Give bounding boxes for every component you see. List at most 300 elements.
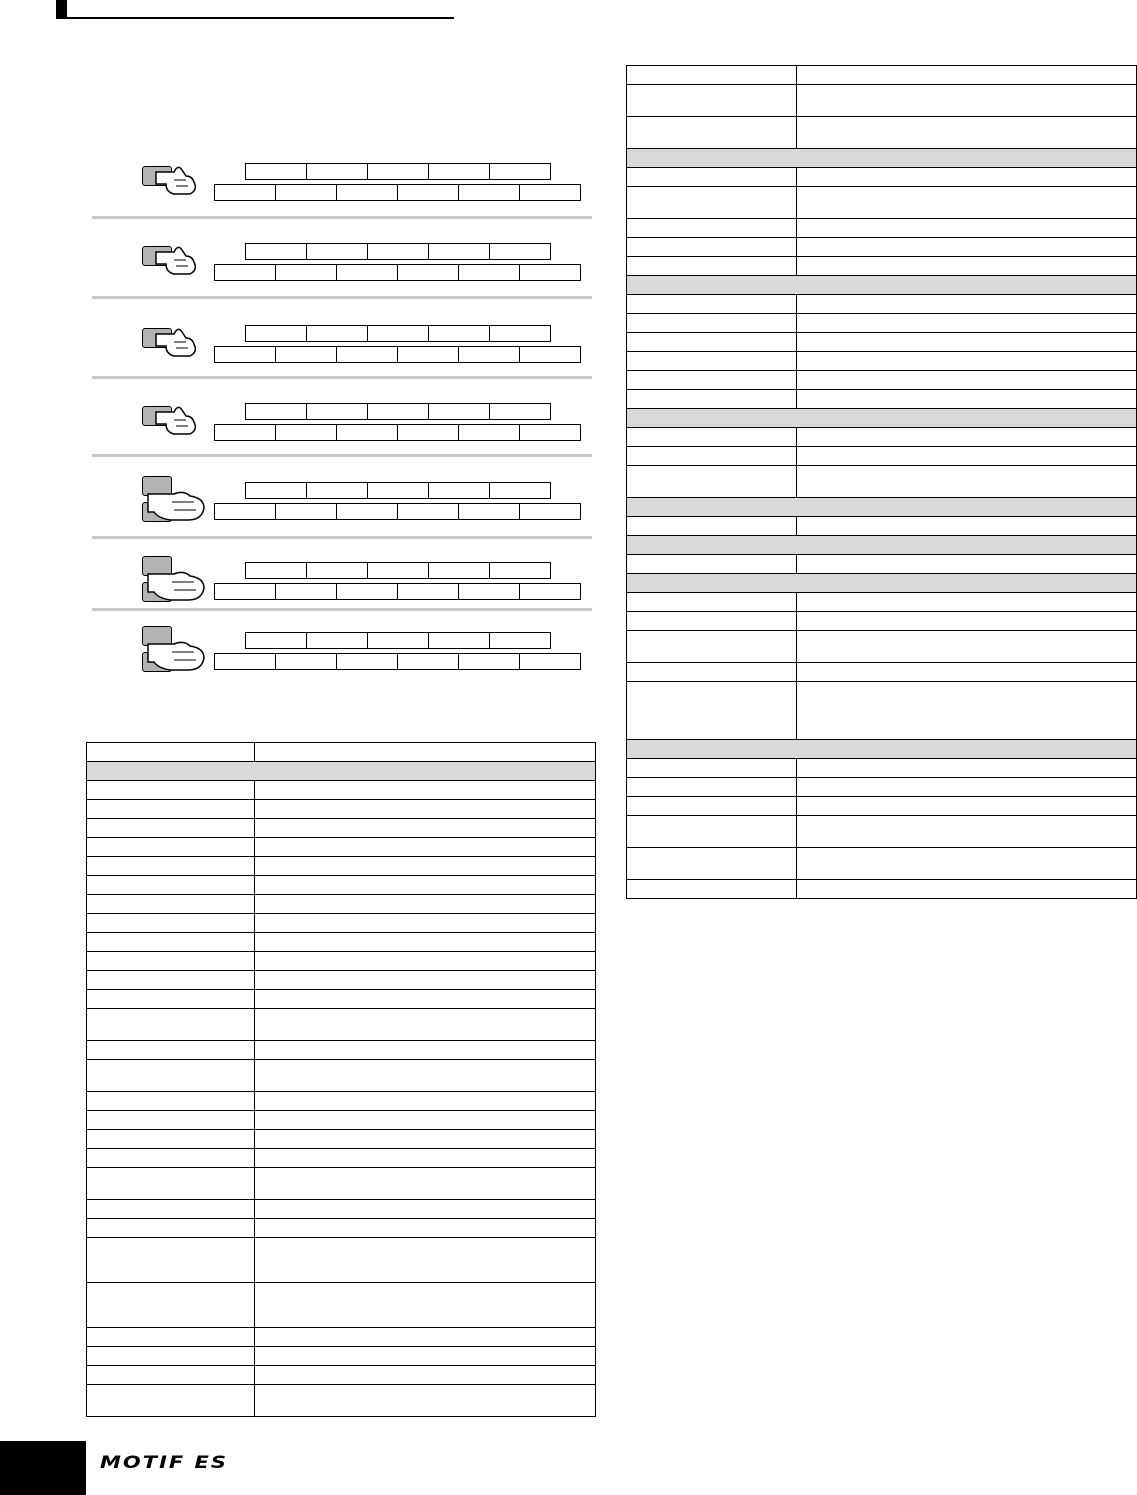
table-row (627, 428, 1137, 447)
table-cell (87, 1385, 255, 1417)
indicator-cell (458, 653, 520, 670)
table-cell (255, 857, 596, 876)
table-cell (627, 880, 797, 899)
table-section-header (627, 536, 1137, 555)
table-row (627, 117, 1137, 149)
table-cell (87, 952, 255, 971)
table-row (627, 238, 1137, 257)
table-cell (797, 390, 1137, 409)
indicator-cell (489, 403, 551, 420)
indicator-cell (245, 632, 307, 649)
table-row (627, 390, 1137, 409)
table-row (627, 314, 1137, 333)
indicator-cell (275, 184, 337, 201)
table-cell (87, 1060, 255, 1092)
table-row (87, 800, 596, 819)
indicator-cell (336, 503, 398, 520)
table-cell (255, 1385, 596, 1417)
table-cell (87, 838, 255, 857)
table-cell (87, 1219, 255, 1238)
indicator-row-lower (214, 503, 580, 520)
table-row (87, 1041, 596, 1060)
pressing-hand-icon (144, 556, 214, 611)
table-cell (87, 933, 255, 952)
indicator-cell (397, 583, 459, 600)
indicator-cell (214, 583, 276, 600)
table-cell (797, 238, 1137, 257)
indicator-cell (336, 346, 398, 363)
table-row (87, 876, 596, 895)
indicator-cell (306, 482, 368, 499)
table-row (627, 555, 1137, 574)
table-cell (87, 819, 255, 838)
indicator-cell (489, 562, 551, 579)
table-cell (87, 876, 255, 895)
indicator-cell (397, 346, 459, 363)
indicator-cell (245, 403, 307, 420)
table-row (627, 295, 1137, 314)
table-cell (255, 1200, 596, 1219)
table-cell (797, 682, 1137, 740)
table-cell (627, 816, 797, 848)
table-cell (797, 759, 1137, 778)
table-row (627, 797, 1137, 816)
indicator-cell (275, 583, 337, 600)
table-row (627, 663, 1137, 682)
motif-es-logo: MOTIF ES (100, 1453, 229, 1473)
indicator-cell (275, 653, 337, 670)
table-cell (627, 371, 797, 390)
diagram-panel-3 (92, 312, 592, 372)
indicator-row-lower (214, 424, 580, 441)
indicator-cell (489, 163, 551, 180)
table-cell (255, 781, 596, 800)
table-cell (87, 1366, 255, 1385)
indicator-cell (428, 632, 490, 649)
indicator-cell (519, 184, 581, 201)
table-cell (87, 914, 255, 933)
indicator-cell (489, 632, 551, 649)
header-rule (56, 17, 454, 19)
indicator-cell (367, 562, 429, 579)
table-row (87, 1111, 596, 1130)
table-row (87, 1060, 596, 1092)
table-cell (255, 952, 596, 971)
table-row (627, 371, 1137, 390)
indicator-cell (336, 264, 398, 281)
indicator-cell (336, 184, 398, 201)
table-cell (797, 66, 1137, 85)
pressing-hand-icon (144, 476, 214, 531)
indicator-cell (306, 632, 368, 649)
indicator-cell (275, 503, 337, 520)
indicator-cell (275, 346, 337, 363)
pressing-hand-icon (152, 402, 212, 441)
indicator-cell (428, 325, 490, 342)
table-cell (627, 314, 797, 333)
table-row (627, 168, 1137, 187)
table-cell (797, 168, 1137, 187)
table-cell (797, 517, 1137, 536)
indicator-cell (245, 482, 307, 499)
table-cell (627, 238, 797, 257)
table-cell (627, 352, 797, 371)
panel-divider (92, 454, 592, 457)
table-cell (627, 66, 797, 85)
indicator-cell (458, 346, 520, 363)
table-row (87, 819, 596, 838)
diagram-panel-7 (92, 620, 592, 680)
table-cell (87, 781, 255, 800)
table-cell (797, 848, 1137, 880)
table-cell (627, 778, 797, 797)
table-cell (797, 117, 1137, 149)
parameter-table-right (626, 65, 1137, 899)
table-row (87, 857, 596, 876)
indicator-cell (367, 243, 429, 260)
indicator-row-upper (245, 243, 550, 260)
table-row (87, 781, 596, 800)
indicator-cell (245, 325, 307, 342)
table-section-header (627, 740, 1137, 759)
indicator-cell (519, 503, 581, 520)
indicator-row-upper (245, 482, 550, 499)
table-cell (87, 1111, 255, 1130)
indicator-cell (458, 184, 520, 201)
table-cell (627, 295, 797, 314)
table-cell (627, 447, 797, 466)
indicator-cell (428, 403, 490, 420)
indicator-cell (458, 424, 520, 441)
indicator-cell (214, 653, 276, 670)
table-cell (255, 933, 596, 952)
indicator-cell (397, 424, 459, 441)
table-cell (797, 352, 1137, 371)
indicator-cell (397, 184, 459, 201)
indicator-row-upper (245, 163, 550, 180)
table-cell (627, 498, 1137, 517)
table-cell (797, 295, 1137, 314)
diagram-panel-2 (92, 230, 592, 290)
indicator-row-lower (214, 346, 580, 363)
indicator-cell (397, 264, 459, 281)
indicator-cell (367, 632, 429, 649)
table-row (627, 631, 1137, 663)
table-cell (87, 1092, 255, 1111)
table-cell (627, 117, 797, 149)
indicator-cell (306, 403, 368, 420)
diagram-panel-4 (92, 390, 592, 450)
table-cell (627, 276, 1137, 295)
table-cell (255, 971, 596, 990)
table-cell (87, 1328, 255, 1347)
table-cell (797, 555, 1137, 574)
diagram-panel-1 (92, 150, 592, 210)
table-cell (797, 593, 1137, 612)
table-row (627, 219, 1137, 238)
indicator-cell (519, 653, 581, 670)
table-row (87, 1238, 596, 1283)
table-cell (87, 1283, 255, 1328)
table-row (87, 933, 596, 952)
table-cell (255, 1092, 596, 1111)
table-cell (255, 1041, 596, 1060)
table-section-header (627, 574, 1137, 593)
table-cell (87, 743, 255, 762)
indicator-cell (519, 346, 581, 363)
table-cell (627, 536, 1137, 555)
table-cell (87, 857, 255, 876)
table-cell (87, 971, 255, 990)
table-cell (627, 333, 797, 352)
indicator-cell (367, 325, 429, 342)
table-cell (797, 880, 1137, 899)
pressing-hand-icon (152, 324, 212, 363)
table-cell (797, 816, 1137, 848)
table-cell (627, 409, 1137, 428)
indicator-cell (489, 243, 551, 260)
pressing-hand-icon (152, 162, 212, 201)
table-row (627, 593, 1137, 612)
table-cell (87, 1009, 255, 1041)
indicator-cell (489, 325, 551, 342)
table-row (627, 447, 1137, 466)
table-row (627, 759, 1137, 778)
panel-divider (92, 536, 592, 539)
table-cell (627, 740, 1137, 759)
table-cell (255, 1328, 596, 1347)
table-cell (255, 1149, 596, 1168)
table-cell (87, 1041, 255, 1060)
table-row (87, 1092, 596, 1111)
table-cell (797, 333, 1137, 352)
table-row (627, 517, 1137, 536)
table-cell (255, 800, 596, 819)
table-cell (255, 914, 596, 933)
table-cell (87, 1238, 255, 1283)
table-cell (255, 1009, 596, 1041)
table-cell (87, 1168, 255, 1200)
indicator-row-upper (245, 325, 550, 342)
table-row (627, 880, 1137, 899)
table-row (627, 187, 1137, 219)
table-cell (255, 1060, 596, 1092)
table-cell (627, 797, 797, 816)
table-cell (627, 187, 797, 219)
indicator-cell (245, 562, 307, 579)
table-cell (627, 612, 797, 631)
table-cell (797, 371, 1137, 390)
table-cell (255, 1366, 596, 1385)
parameter-table-left (86, 742, 596, 1417)
table-cell (797, 187, 1137, 219)
indicator-cell (275, 424, 337, 441)
table-cell (797, 314, 1137, 333)
table-cell (255, 838, 596, 857)
table-cell (255, 1238, 596, 1283)
table-cell (255, 990, 596, 1009)
panel-divider (92, 296, 592, 299)
indicator-cell (306, 325, 368, 342)
panel-divider (92, 216, 592, 219)
diagram-panel-5 (92, 470, 592, 530)
indicator-row-upper (245, 632, 550, 649)
indicator-row-upper (245, 562, 550, 579)
indicator-row-lower (214, 184, 580, 201)
table-row (627, 352, 1137, 371)
table-cell (255, 1111, 596, 1130)
indicator-cell (306, 243, 368, 260)
table-cell (627, 149, 1137, 168)
table-row (627, 85, 1137, 117)
table-cell (797, 797, 1137, 816)
pressing-hand-icon (152, 242, 212, 281)
table-row (87, 971, 596, 990)
table-row (627, 66, 1137, 85)
indicator-cell (214, 424, 276, 441)
table-row (87, 1385, 596, 1417)
table-section-header (627, 149, 1137, 168)
table-cell (255, 1283, 596, 1328)
table-row (87, 838, 596, 857)
table-cell (797, 466, 1137, 498)
table-cell (627, 759, 797, 778)
table-cell (627, 257, 797, 276)
table-row (87, 1328, 596, 1347)
table-row (87, 1366, 596, 1385)
table-cell (627, 168, 797, 187)
pressing-hand-icon (144, 626, 214, 681)
table-cell (627, 663, 797, 682)
table-row (87, 1283, 596, 1328)
table-cell (627, 390, 797, 409)
indicator-cell (214, 503, 276, 520)
indicator-row-upper (245, 403, 550, 420)
table-cell (797, 778, 1137, 797)
table-row (87, 990, 596, 1009)
indicator-cell (336, 424, 398, 441)
table-row (87, 1200, 596, 1219)
table-cell (87, 1347, 255, 1366)
table-cell (797, 631, 1137, 663)
table-row (627, 682, 1137, 740)
indicator-cell (519, 264, 581, 281)
table-cell (87, 1200, 255, 1219)
table-row (87, 1130, 596, 1149)
table-cell (627, 555, 797, 574)
table-cell (627, 85, 797, 117)
table-cell (87, 895, 255, 914)
table-cell (255, 1347, 596, 1366)
table-row (627, 257, 1137, 276)
indicator-cell (367, 403, 429, 420)
indicator-cell (214, 346, 276, 363)
table-section-header (627, 276, 1137, 295)
table-cell (797, 85, 1137, 117)
indicator-cell (428, 562, 490, 579)
table-cell (797, 428, 1137, 447)
table-cell (627, 848, 797, 880)
table-cell (627, 593, 797, 612)
table-cell (627, 517, 797, 536)
table-cell (627, 428, 797, 447)
table-cell (627, 682, 797, 740)
table-cell (797, 663, 1137, 682)
table-row (87, 1009, 596, 1041)
indicator-cell (367, 482, 429, 499)
table-cell (255, 819, 596, 838)
table-row (87, 1168, 596, 1200)
table-row (87, 952, 596, 971)
table-cell (255, 1219, 596, 1238)
indicator-cell (245, 163, 307, 180)
indicator-cell (397, 503, 459, 520)
indicator-row-lower (214, 583, 580, 600)
table-cell (797, 447, 1137, 466)
indicator-cell (397, 653, 459, 670)
table-row (627, 816, 1137, 848)
table-row (627, 333, 1137, 352)
table-cell (627, 219, 797, 238)
table-row (87, 1219, 596, 1238)
indicator-cell (214, 184, 276, 201)
table-cell (627, 631, 797, 663)
table-cell (797, 612, 1137, 631)
indicator-cell (245, 243, 307, 260)
panel-divider (92, 376, 592, 379)
indicator-cell (458, 503, 520, 520)
indicator-cell (306, 562, 368, 579)
table-cell (87, 990, 255, 1009)
indicator-row-lower (214, 653, 580, 670)
indicator-cell (458, 583, 520, 600)
indicator-cell (428, 243, 490, 260)
indicator-cell (214, 264, 276, 281)
table-cell (87, 1149, 255, 1168)
table-section-header (627, 409, 1137, 428)
table-cell (87, 800, 255, 819)
indicator-cell (458, 264, 520, 281)
table-cell (255, 1168, 596, 1200)
table-section-header (627, 498, 1137, 517)
table-cell (255, 743, 596, 762)
table-cell (87, 762, 596, 781)
table-row (87, 743, 596, 762)
indicator-cell (306, 163, 368, 180)
indicator-row-lower (214, 264, 580, 281)
table-cell (797, 219, 1137, 238)
table-section-header (87, 762, 596, 781)
table-row (87, 895, 596, 914)
indicator-cell (428, 163, 490, 180)
table-cell (87, 1130, 255, 1149)
indicator-cell (367, 163, 429, 180)
page-number-block (0, 1441, 86, 1495)
table-cell (255, 876, 596, 895)
table-cell (627, 466, 797, 498)
indicator-cell (275, 264, 337, 281)
table-row (627, 778, 1137, 797)
indicator-cell (336, 653, 398, 670)
table-row (87, 1149, 596, 1168)
table-row (87, 914, 596, 933)
indicator-cell (519, 424, 581, 441)
table-row (627, 466, 1137, 498)
indicator-cell (336, 583, 398, 600)
table-cell (627, 574, 1137, 593)
table-row (627, 848, 1137, 880)
panel-divider (92, 608, 592, 611)
